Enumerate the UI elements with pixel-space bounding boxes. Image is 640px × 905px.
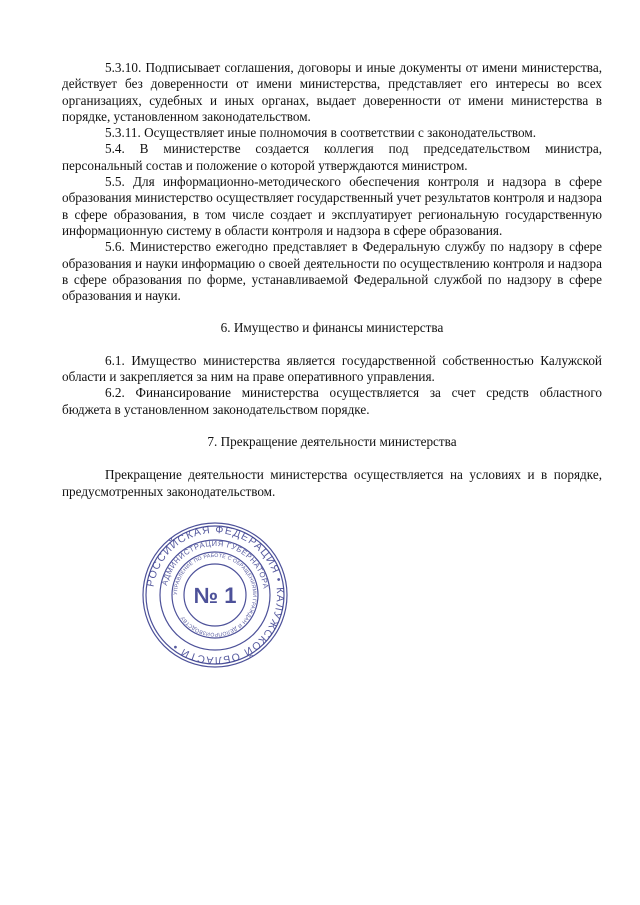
paragraph-5-3-10: 5.3.10. Подписывает соглашения, договоры и иные документы от имени министерства, действует без доверенности от имени министерства, представляет его интересы во всех организациях, судебных и иных органах, выдает доверенности от имени министерства в порядке, установленном законодательством. [62, 60, 602, 124]
spacer [62, 450, 602, 467]
paragraph-5-6: 5.6. Министерство ежегодно представляет в Федеральную службу по надзору в сфере образования и науки информацию о своей деятельности по осуществлению контроля и надзора в сфере образования по форме, устанавливаемой Федеральной службой по надзору в сфере образования и науки. [62, 239, 602, 304]
paragraph-7: Прекращение деятельности министерства осуществляется на условиях и в порядке, предусмотренных законодательством. [62, 467, 602, 499]
paragraph-5-3-11: 5.3.11. Осуществляет иные полномочия в соответствии с законодательством. [105, 125, 536, 141]
document-page [62, 60, 602, 500]
official-stamp [140, 520, 290, 670]
stamp-outer-text: РОССИЙСКАЯ ФЕДЕРАЦИЯ • КАЛУЖСКОЙ ОБЛАСТИ • [144, 523, 287, 667]
spacer [62, 337, 602, 353]
stamp-seal-image [140, 520, 290, 670]
stamp-number: № 1 [193, 583, 237, 608]
spacer [62, 418, 602, 434]
paragraph-6-1: 6.1. Имущество министерства является государственной собственностью Калужской области и закрепляется за ним на праве оперативного управления. [62, 352, 602, 385]
section-6-heading: 6. Имущество и финансы министерства [220, 320, 444, 336]
stamp-inner-text: УПРАВЛЕНИЕ ПО РАБОТЕ С ОБРАЩЕНИЯМИ ГРАЖДАН И ДЕЛОПРОИЗВОДСТВУ [172, 552, 258, 638]
spacer [62, 304, 602, 320]
stamp-middle-text: АДМИНИСТРАЦИЯ ГУБЕРНАТОРА [159, 538, 271, 590]
paragraph-6-2: 6.2. Финансирование министерства осуществляется за счет средств областного бюджета в установленном законодательством порядке. [62, 385, 602, 417]
paragraph-5-4: 5.4. В министерстве создается коллегия под председательством министра, персональный состав и положение о которой утверждаются министром. [62, 141, 602, 173]
paragraph-5-5: 5.5. Для информационно-методического обеспечения контроля и надзора в сфере образования министерство осуществляет государственный учет результатов контроля и надзора в сфере образования, в том числе создает и эксплуатирует региональную государственную информационную систему в области контроля и надзора в сфере образования. [62, 174, 602, 238]
section-7-heading: 7. Прекращение деятельности министерства [207, 433, 457, 449]
